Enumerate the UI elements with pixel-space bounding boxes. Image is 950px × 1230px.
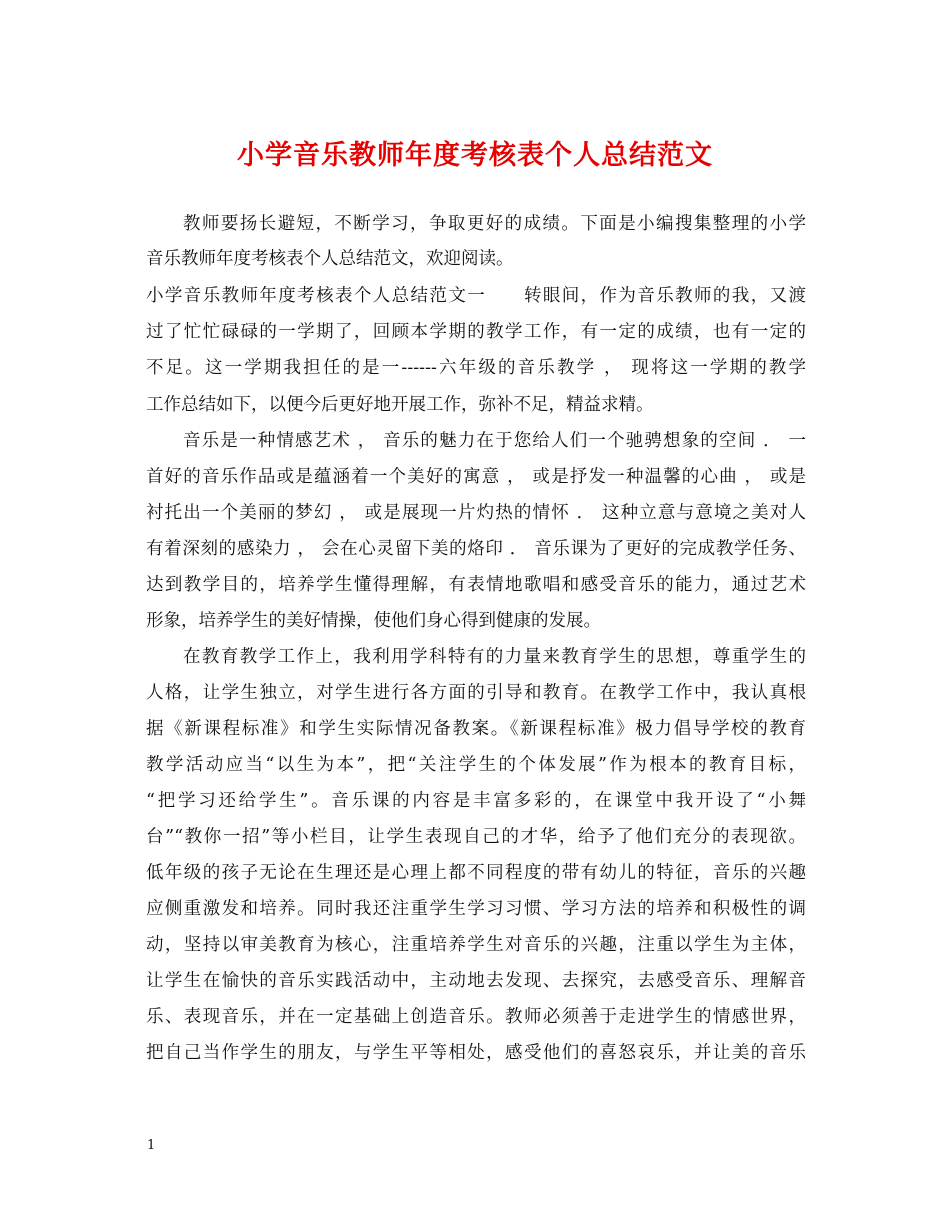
text-line: 台”“教你一招”等小栏目，让学生表现自己的才华，给予了他们充分的表现欲。 (146, 827, 806, 847)
text-line: 应侧重激发和培养。同时我还注重学生学习习惯、学习方法的培养和积极性的调 (146, 899, 806, 919)
text-line: 达到教学目的，培养学生懂得理解，有表情地歌唱和感受音乐的能力，通过艺术 (146, 575, 806, 595)
text-line: 低年级的孩子无论在生理还是心理上都不同程度的带有幼儿的特征，音乐的兴趣 (146, 863, 806, 883)
text-line: 教学活动应当“以生为本”，把“关注学生的个体发展”作为根本的教育目标， (146, 755, 806, 775)
document-title: 小学音乐教师年度考核表个人总结范文 (237, 140, 713, 171)
text-line: 乐、表现音乐，并在一定基础上创造音乐。教师必须善于走进学生的情感世界， (146, 1007, 806, 1027)
text-line: 把自己当作学生的朋友，与学生平等相处，感受他们的喜怒哀乐，并让美的音乐 (146, 1043, 806, 1063)
page-number: 1 (147, 1138, 156, 1153)
text-line: 在教育教学工作上，我利用学科特有的力量来教育学生的思想，尊重学生的 (183, 647, 806, 667)
text-line: 首好的音乐作品或是蕴涵着一个美好的寓意 ， 或是抒发一种温馨的心曲 ， 或是 (146, 467, 806, 487)
text-line: 让学生在愉快的音乐实践活动中，主动地去发现、去探究，去感受音乐、理解音 (146, 971, 806, 991)
text-line: 不足。这一学期我担任的是一------六年级的音乐教学 ， 现将这一学期的教学 (146, 358, 806, 378)
text-line: 有着深刻的感染力 ， 会在心灵留下美的烙印 ． 音乐课为了更好的完成教学任务、 (146, 539, 806, 559)
text-line: 音乐教师年度考核表个人总结范文，欢迎阅读。 (146, 249, 514, 269)
text-line: 形象，培养学生的美好情操，使他们身心得到健康的发展。 (146, 611, 601, 631)
text-line: 教师要扬长避短，不断学习，争取更好的成绩。下面是小编搜集整理的小学 (183, 214, 806, 234)
text-line: 工作总结如下，以便今后更好地开展工作，弥补不足，精益求精。 (146, 395, 654, 415)
text-line: 据《新课程标准》和学生实际情况备教案。《新课程标准》极力倡导学校的教育 (146, 719, 806, 739)
text-line: “把学习还给学生”。音乐课的内容是丰富多彩的，在课堂中我开设了“小舞 (146, 791, 806, 811)
text-line: 人格，让学生独立，对学生进行各方面的引导和教育。在教学工作中，我认真根 (146, 683, 806, 703)
text-line: 音乐是一种情感艺术 ， 音乐的魅力在于您给人们一个驰骋想象的空间 ． 一 (183, 431, 806, 451)
text-line: 小学音乐教师年度考核表个人总结范文一 转眼间，作为音乐教师的我，又渡 (146, 286, 806, 306)
text-line: 过了忙忙碌碌的一学期了，回顾本学期的教学工作，有一定的成绩，也有一定的 (146, 322, 806, 342)
text-line: 衬托出一个美丽的梦幻 ， 或是展现一片灼热的情怀 ． 这种立意与意境之美对人 (146, 503, 806, 523)
text-line: 动，坚持以审美教育为核心，注重培养学生对音乐的兴趣，注重以学生为主体， (146, 935, 806, 955)
